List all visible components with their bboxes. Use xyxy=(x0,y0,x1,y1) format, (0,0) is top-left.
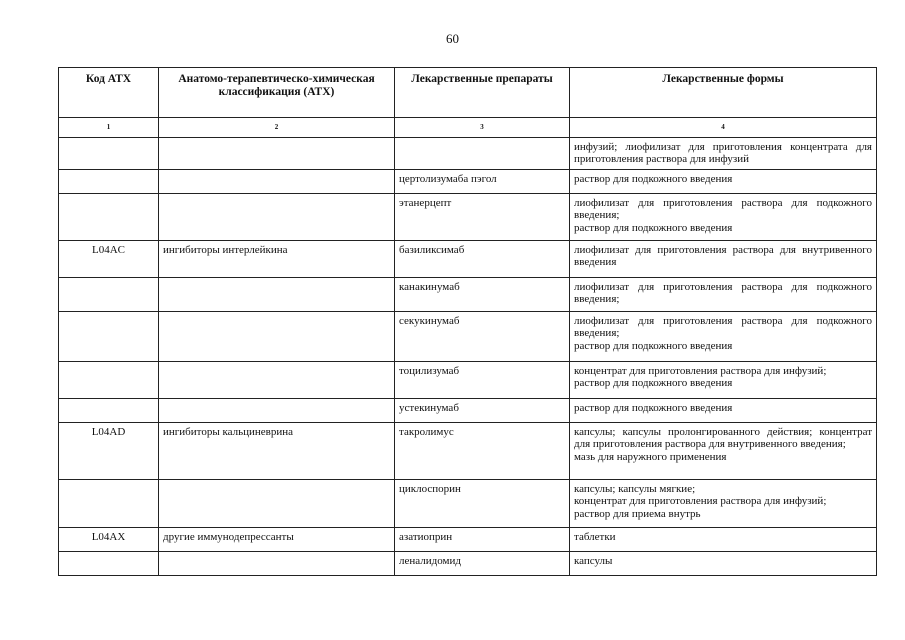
drug-name-cell: базиликсимаб xyxy=(395,240,570,277)
atx-code-cell xyxy=(59,277,159,311)
column-number: 2 xyxy=(159,118,395,138)
atx-code-cell: L04AC xyxy=(59,240,159,277)
atx-code-cell xyxy=(59,169,159,193)
header-dosage-forms: Лекарственные формы xyxy=(570,68,877,118)
table-row xyxy=(59,422,877,479)
atx-class-cell xyxy=(159,551,395,575)
table-row xyxy=(59,137,877,169)
atx-class-cell xyxy=(159,169,395,193)
drug-name-cell: секукинумаб xyxy=(395,311,570,361)
table-header-row xyxy=(59,68,877,118)
page-number: 60 xyxy=(446,31,459,46)
column-number: 4 xyxy=(570,118,877,138)
atx-class-cell xyxy=(159,361,395,398)
dosage-forms-cell: лиофилизат для приготовления раствора для внутривенного введения xyxy=(570,240,877,277)
header-atx-code: Код АТХ xyxy=(59,68,159,118)
atx-code-cell xyxy=(59,137,159,169)
atx-class-cell: ингибиторы интерлейкина xyxy=(159,240,395,277)
drug-name-cell: этанерцепт xyxy=(395,193,570,240)
dosage-forms-cell: лиофилизат для приготовления раствора для подкожного введения; xyxy=(570,277,877,311)
dosage-forms-cell: инфузий; лиофилизат для приготовления концентрата для приготовления раствора для инфузий xyxy=(570,137,877,169)
atx-code-cell xyxy=(59,361,159,398)
drug-name-cell: устекинумаб xyxy=(395,398,570,422)
dosage-forms-cell: раствор для подкожного введения xyxy=(570,169,877,193)
atx-code-cell xyxy=(59,193,159,240)
atx-class-cell xyxy=(159,398,395,422)
dosage-forms-cell: раствор для подкожного введения xyxy=(570,398,877,422)
drug-name-cell: циклоспорин xyxy=(395,479,570,527)
atx-code-cell: L04AX xyxy=(59,527,159,551)
table-row xyxy=(59,479,877,527)
column-number-row xyxy=(59,118,877,138)
column-number: 1 xyxy=(59,118,159,138)
column-number: 3 xyxy=(395,118,570,138)
atx-class-cell: ингибиторы кальциневрина xyxy=(159,422,395,479)
dosage-forms-cell: концентрат для приготовления раствора для инфузий; раствор для подкожного введения xyxy=(570,361,877,398)
drug-name-cell: цертолизумаба пэгол xyxy=(395,169,570,193)
atx-code-cell xyxy=(59,398,159,422)
drug-name-cell: азатиоприн xyxy=(395,527,570,551)
atx-code-cell xyxy=(59,479,159,527)
dosage-forms-cell: таблетки xyxy=(570,527,877,551)
table-row xyxy=(59,277,877,311)
drug-name-cell: такролимус xyxy=(395,422,570,479)
atx-code-cell xyxy=(59,311,159,361)
drug-name-cell: леналидомид xyxy=(395,551,570,575)
drug-name-cell: канакинумаб xyxy=(395,277,570,311)
header-atx-classification: Анатомо-терапевтическо-химическая классификация (АТХ) xyxy=(159,68,395,118)
header-drugs: Лекарственные препараты xyxy=(395,68,570,118)
dosage-forms-cell: лиофилизат для приготовления раствора для подкожного введения; раствор для подкожного введения xyxy=(570,311,877,361)
table-row xyxy=(59,169,877,193)
atx-code-cell xyxy=(59,551,159,575)
table-body xyxy=(59,137,877,575)
drug-name-cell: тоцилизумаб xyxy=(395,361,570,398)
atx-class-cell xyxy=(159,479,395,527)
atx-class-cell xyxy=(159,137,395,169)
table-row xyxy=(59,193,877,240)
dosage-forms-cell: капсулы xyxy=(570,551,877,575)
atx-table xyxy=(58,67,877,576)
drug-name-cell xyxy=(395,137,570,169)
atx-class-cell xyxy=(159,311,395,361)
dosage-forms-cell: лиофилизат для приготовления раствора для подкожного введения; раствор для подкожного введения xyxy=(570,193,877,240)
table-row xyxy=(59,398,877,422)
table-row xyxy=(59,311,877,361)
atx-class-cell xyxy=(159,193,395,240)
atx-class-cell xyxy=(159,277,395,311)
dosage-forms-cell: капсулы; капсулы мягкие; концентрат для приготовления раствора для инфузий; раствор для приема внутрь xyxy=(570,479,877,527)
atx-class-cell: другие иммунодепрессанты xyxy=(159,527,395,551)
dosage-forms-cell: капсулы; капсулы пролонгированного действия; концентрат для приготовления раствора для внутривенного введения; мазь для наружного применения xyxy=(570,422,877,479)
table-row xyxy=(59,551,877,575)
table-row xyxy=(59,527,877,551)
atx-code-cell: L04AD xyxy=(59,422,159,479)
table-row xyxy=(59,361,877,398)
table-row xyxy=(59,240,877,277)
